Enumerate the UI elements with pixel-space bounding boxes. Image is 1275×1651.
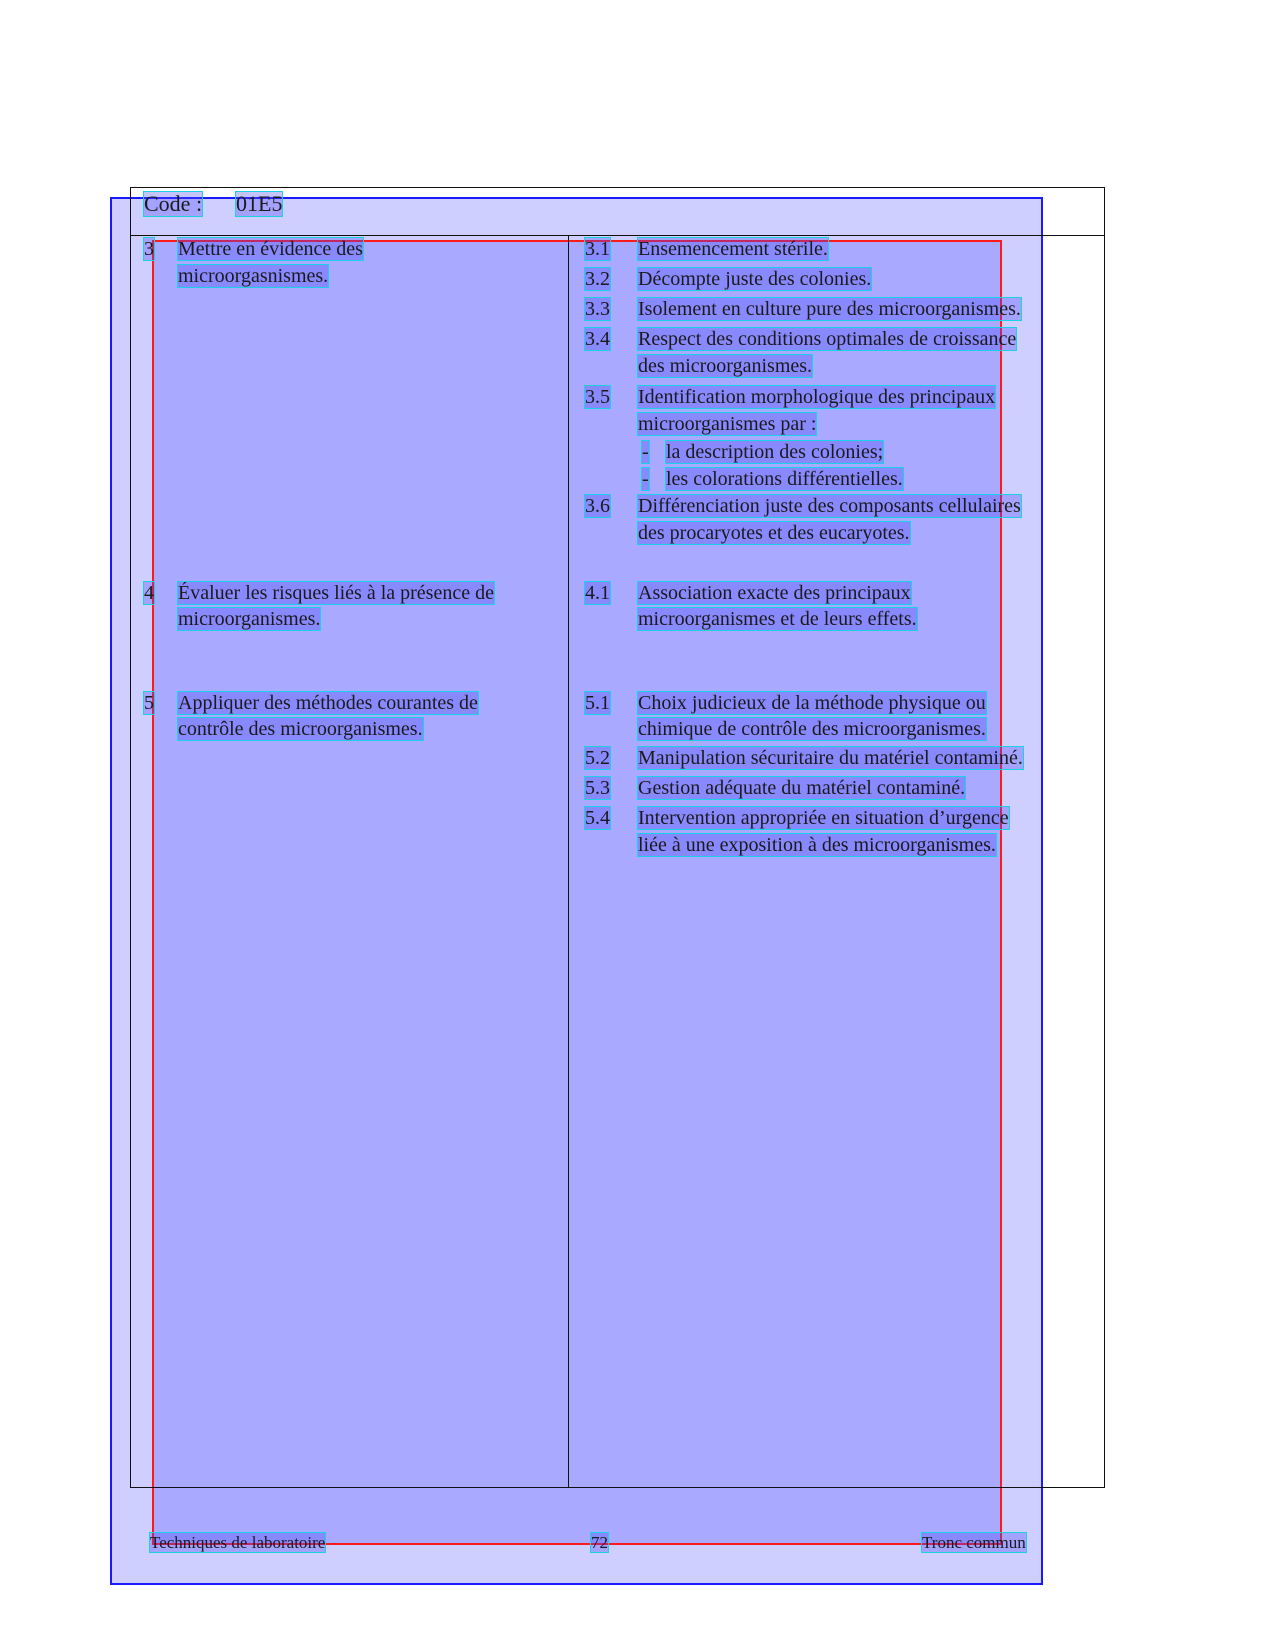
- criterion-text: Manipulation sécuritaire du matériel contaminé.: [638, 747, 1023, 769]
- criterion-text: Intervention appropriée en situation d’urgence: [638, 807, 1009, 829]
- criterion-text: Ensemencement stérile.: [638, 238, 828, 260]
- bullet-text: les colorations différentielles.: [666, 468, 903, 490]
- column-divider: [568, 236, 569, 1487]
- criterion-text: Isolement en culture pure des microorganismes.: [638, 298, 1021, 320]
- criterion-text: Association exacte des principaux: [638, 582, 911, 604]
- criterion-text: microorganismes et de leurs effets.: [638, 608, 917, 630]
- criterion-text: chimique de contrôle des microorganismes.: [638, 718, 986, 740]
- footer-program: Techniques de laboratoire: [150, 1533, 326, 1552]
- criterion-number: 3.1: [585, 238, 610, 260]
- footer-section: Tronc commun: [922, 1533, 1026, 1552]
- element-number: 3: [144, 238, 154, 260]
- criterion-number: 3.2: [585, 268, 610, 290]
- code-value: 01E5: [236, 191, 283, 216]
- element-text-line: Mettre en évidence des: [178, 238, 363, 260]
- bullet-mark: -: [642, 441, 649, 463]
- criterion-number: 3.4: [585, 328, 610, 350]
- criterion-number: 3.5: [585, 386, 610, 408]
- criterion-text: des procaryotes et des eucaryotes.: [638, 522, 910, 544]
- criterion-number: 5.4: [585, 807, 610, 829]
- element-text-line: microorganismes.: [178, 608, 321, 630]
- criterion-number: 4.1: [585, 582, 610, 604]
- criterion-number: 5.3: [585, 777, 610, 799]
- criterion-number: 5.1: [585, 692, 610, 714]
- criterion-text: Identification morphologique des principaux: [638, 386, 996, 408]
- criterion-text: microorganismes par :: [638, 413, 817, 435]
- footer-page-number: 72: [591, 1533, 608, 1552]
- element-number: 4: [144, 582, 154, 604]
- criterion-number: 5.2: [585, 747, 610, 769]
- criterion-text: Différenciation juste des composants cellulaires: [638, 495, 1021, 517]
- criterion-text: Gestion adéquate du matériel contaminé.: [638, 777, 966, 799]
- criterion-text: Choix judicieux de la méthode physique ou: [638, 692, 986, 714]
- criterion-number: 3.3: [585, 298, 610, 320]
- criterion-text: liée à une exposition à des microorganismes.: [638, 834, 996, 856]
- element-text-line: Évaluer les risques liés à la présence de: [178, 582, 494, 604]
- bullet-mark: -: [642, 468, 649, 490]
- element-number: 5: [144, 692, 154, 714]
- criterion-text: Décompte juste des colonies.: [638, 268, 872, 290]
- element-text-line: Appliquer des méthodes courantes de: [178, 692, 478, 714]
- criterion-number: 3.6: [585, 495, 610, 517]
- code-label: Code :: [144, 191, 203, 216]
- header-divider: [130, 235, 1105, 236]
- element-text-line: contrôle des microorganismes.: [178, 718, 423, 740]
- criterion-text: des microorganismes.: [638, 355, 813, 377]
- element-text-line: microorgasnismes.: [178, 265, 329, 287]
- criterion-text: Respect des conditions optimales de croissance: [638, 328, 1017, 350]
- bullet-text: la description des colonies;: [666, 441, 884, 463]
